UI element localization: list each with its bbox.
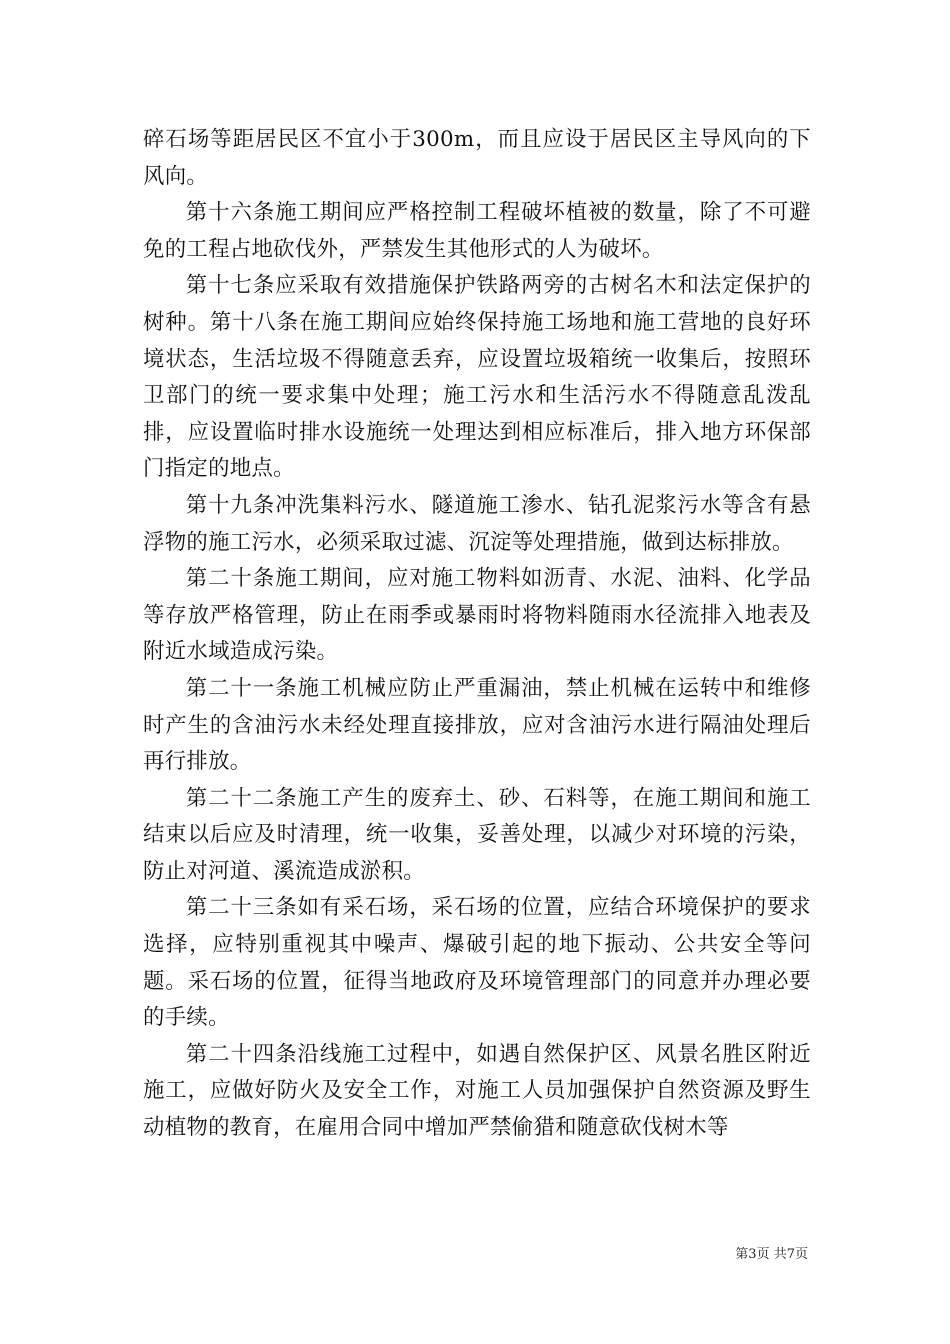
paragraph-8: 第二十三条如有采石场，采石场的位置，应结合环境保护的要求选择，应特别重视其中噪声、爆破引起的地下振动、公共安全等问题。采石场的位置，征得当地政府及环境管理部门的同意并办理必要的手续。	[143, 895, 811, 1031]
paragraph-3: 第十七条应采取有效措施保护铁路两旁的古树名木和法定保护的树种。第十八条在施工期间应始终保持施工场地和施工营地的良好环境状态，生活垃圾不得随意丢弃，应设置垃圾箱统一收集后，按照环卫部门的统一要求集中处理；施工污水和生活污水不得随意乱泼乱排，应设置临时排水设施统一处理达到相应标准后，排入地方环保部门指定的地点。	[143, 273, 811, 482]
total-page-number: 7	[786, 1247, 795, 1262]
paragraph-7: 第二十二条施工产生的废弃土、砂、石料等，在施工期间和施工结束以后应及时清理，统一收集，妥善处理，以减少对环境的污染，防止对河道、溪流造成淤积。	[143, 785, 811, 884]
page-footer	[735, 1247, 808, 1263]
paragraph-4: 第十九条冲洗集料污水、隧道施工渗水、钻孔泥浆污水等含有悬浮物的施工污水，必须采取过滤、沉淀等处理措施，做到达标排放。	[143, 492, 811, 555]
document-body	[143, 122, 811, 1147]
paragraph-6: 第二十一条施工机械应防止严重漏油，禁止机械在运转中和维修时产生的含油污水未经处理直接排放，应对含油污水进行隔油处理后再行排放。	[143, 675, 811, 775]
footer-middle: 页 共	[756, 1247, 787, 1262]
current-page-number: 3	[748, 1247, 757, 1262]
paragraph-2: 第十六条施工期间应严格控制工程破坏植被的数量，除了不可避免的工程占地砍伐外，严禁发生其他形式的人为破坏。	[143, 200, 811, 262]
footer-suffix: 页	[794, 1247, 808, 1262]
footer-prefix: 第	[735, 1247, 749, 1262]
paragraph-9: 第二十四条沿线施工过程中，如遇自然保护区、风景名胜区附近施工，应做好防火及安全工作，对施工人员加强保护自然资源及野生动植物的教育，在雇用合同中增加严禁偷猎和随意砍伐树木等	[143, 1041, 811, 1141]
paragraph-5: 第二十条施工期间，应对施工物料如沥青、水泥、油料、化学品等存放严格管理，防止在雨季或暴雨时将物料随雨水径流排入地表及附近水域造成污染。	[143, 566, 811, 665]
paragraph-1: 碎石场等距居民区不宜小于300m，而且应设于居民区主导风向的下风向。	[143, 127, 811, 189]
